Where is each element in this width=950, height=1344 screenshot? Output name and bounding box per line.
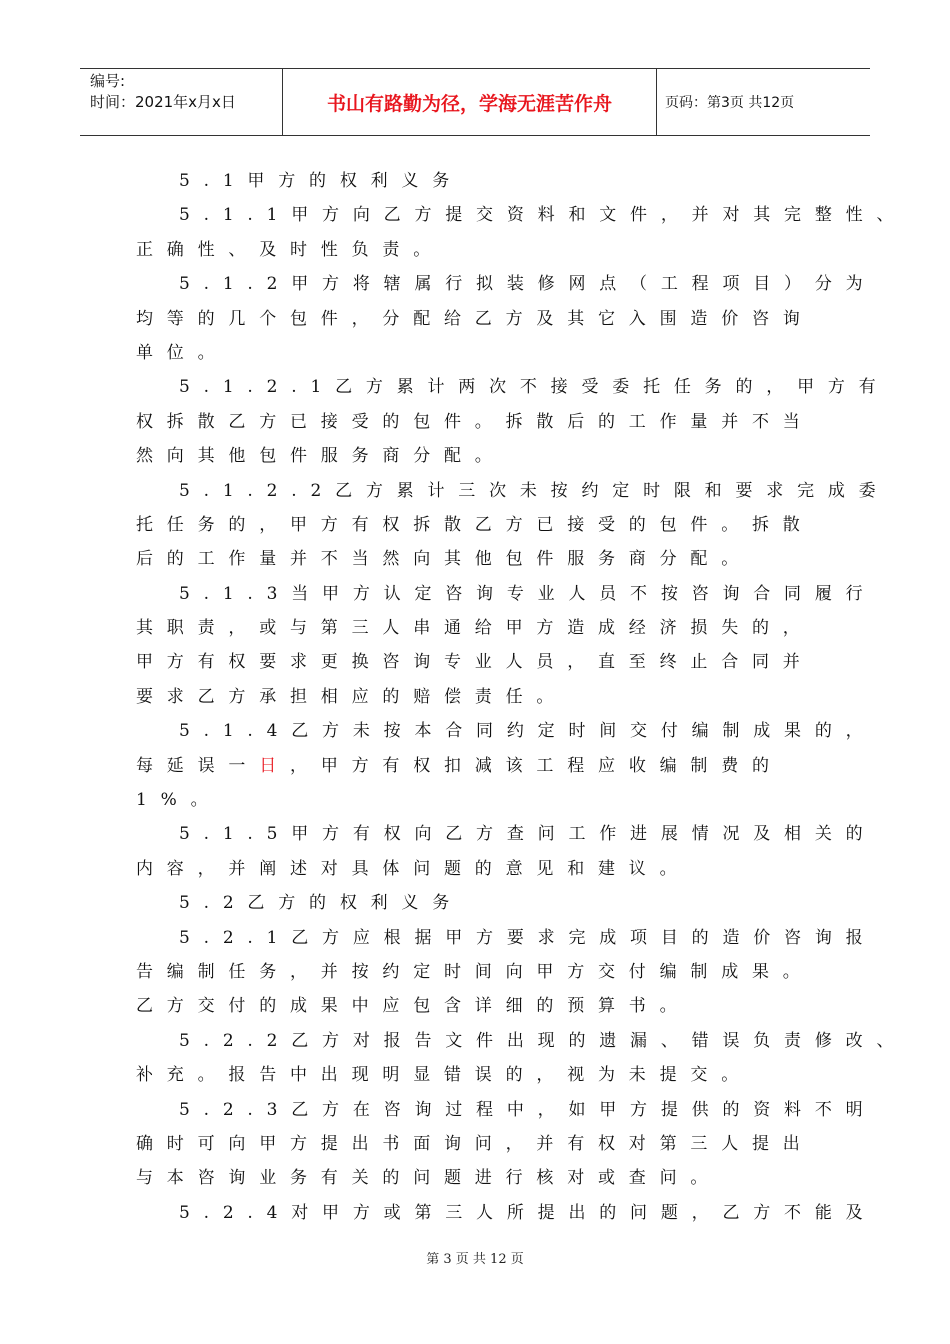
paragraph-line: 与本咨询业务有关的问题进行核对或查问。: [136, 1168, 722, 1189]
doc-number-label: 编号:: [90, 72, 126, 90]
paragraph-line: 单位。: [136, 342, 229, 363]
paragraph-line: 然向其他包件服务商分配。: [136, 446, 506, 467]
paragraph-line: 5.1.1甲方向乙方提交资料和文件，并对其完整性、: [179, 205, 908, 226]
contract-body: [136, 164, 908, 1230]
paragraph-line: 其职责，或与第三人串通给甲方造成经济损失的，: [136, 618, 814, 639]
paragraph-line-mixed: [136, 749, 836, 783]
paragraph-line: 5.1.2.1乙方累计两次不接受委托任务的，甲方有: [179, 377, 890, 398]
doc-time-label: 时间：2021年x月x日: [90, 93, 236, 111]
paragraph-line: 5.1.2甲方将辖属行拟装修网点（工程项目）分为: [179, 274, 877, 295]
paragraph-line: 5.2.4对甲方或第三人所提出的问题，乙方不能及: [179, 1202, 877, 1223]
section-heading-5-2: 5.2乙方的权利义务: [179, 893, 464, 914]
paragraph-line: 要求乙方承担相应的赔偿责任。: [136, 686, 568, 707]
paragraph-line: 均等的几个包件，分配给乙方及其它入围造价咨询: [136, 308, 814, 329]
paragraph-line: 告编制任务，并按约定时间向甲方交付编制成果。: [136, 961, 814, 982]
paragraph-line: 1%。: [136, 790, 222, 811]
paragraph-line: 甲方有权要求更换咨询专业人员，直至终止合同并: [136, 652, 814, 673]
paragraph-line: 5.1.5甲方有权向乙方查问工作进展情况及相关的: [179, 824, 877, 845]
header-meta: [80, 69, 283, 135]
paragraph-line: 内容，并阐述对具体问题的意见和建议。: [136, 858, 691, 879]
paragraph-line: 5.2.2乙方对报告文件出现的遗漏、错误负责修改、: [179, 1030, 908, 1051]
paragraph-line: 5.1.4乙方未按本合同约定时间交付编制成果的，: [179, 721, 877, 742]
paragraph-line: 5.1.3当甲方认定咨询专业人员不按咨询合同履行: [179, 583, 877, 604]
header-motto: 书山有路勤为径，学海无涯苦作舟: [283, 69, 657, 135]
paragraph-line: 托任务的，甲方有权拆散乙方已接受的包件。拆散: [136, 514, 814, 535]
text-segment: 每延误一: [136, 755, 260, 776]
section-heading-5-1: 5.1甲方的权利义务: [179, 171, 464, 191]
paragraph-line: 后的工作量并不当然向其他包件服务商分配。: [136, 549, 752, 570]
paragraph-line: 正确性、及时性负责。: [136, 239, 444, 260]
paragraph-line: 确时可向甲方提出书面询问，并有权对第三人提出: [136, 1133, 814, 1154]
page-footer: 第 3 页 共 12 页: [426, 1252, 524, 1267]
paragraph-line: 乙方交付的成果中应包含详细的预算书。: [136, 996, 691, 1017]
paragraph-line: 5.1.2.2乙方累计三次未按约定时限和要求完成委: [179, 480, 890, 501]
paragraph-line: 5.2.3乙方在咨询过程中，如甲方提供的资料不明: [179, 1099, 877, 1120]
paragraph-line: 5.2.1乙方应根据甲方要求完成项目的造价咨询报: [179, 927, 877, 948]
highlighted-day-text: 日: [259, 755, 291, 776]
header-page-info: 页码：第3页 共12页: [665, 95, 795, 111]
paragraph-line: 权拆散乙方已接受的包件。拆散后的工作量并不当: [136, 411, 814, 432]
paragraph-line: 补充。报告中出现明显错误的，视为未提交。: [136, 1065, 752, 1086]
page-header: [80, 68, 870, 136]
text-segment: ，甲方有权扣减该工程应收编制费的: [290, 755, 783, 776]
